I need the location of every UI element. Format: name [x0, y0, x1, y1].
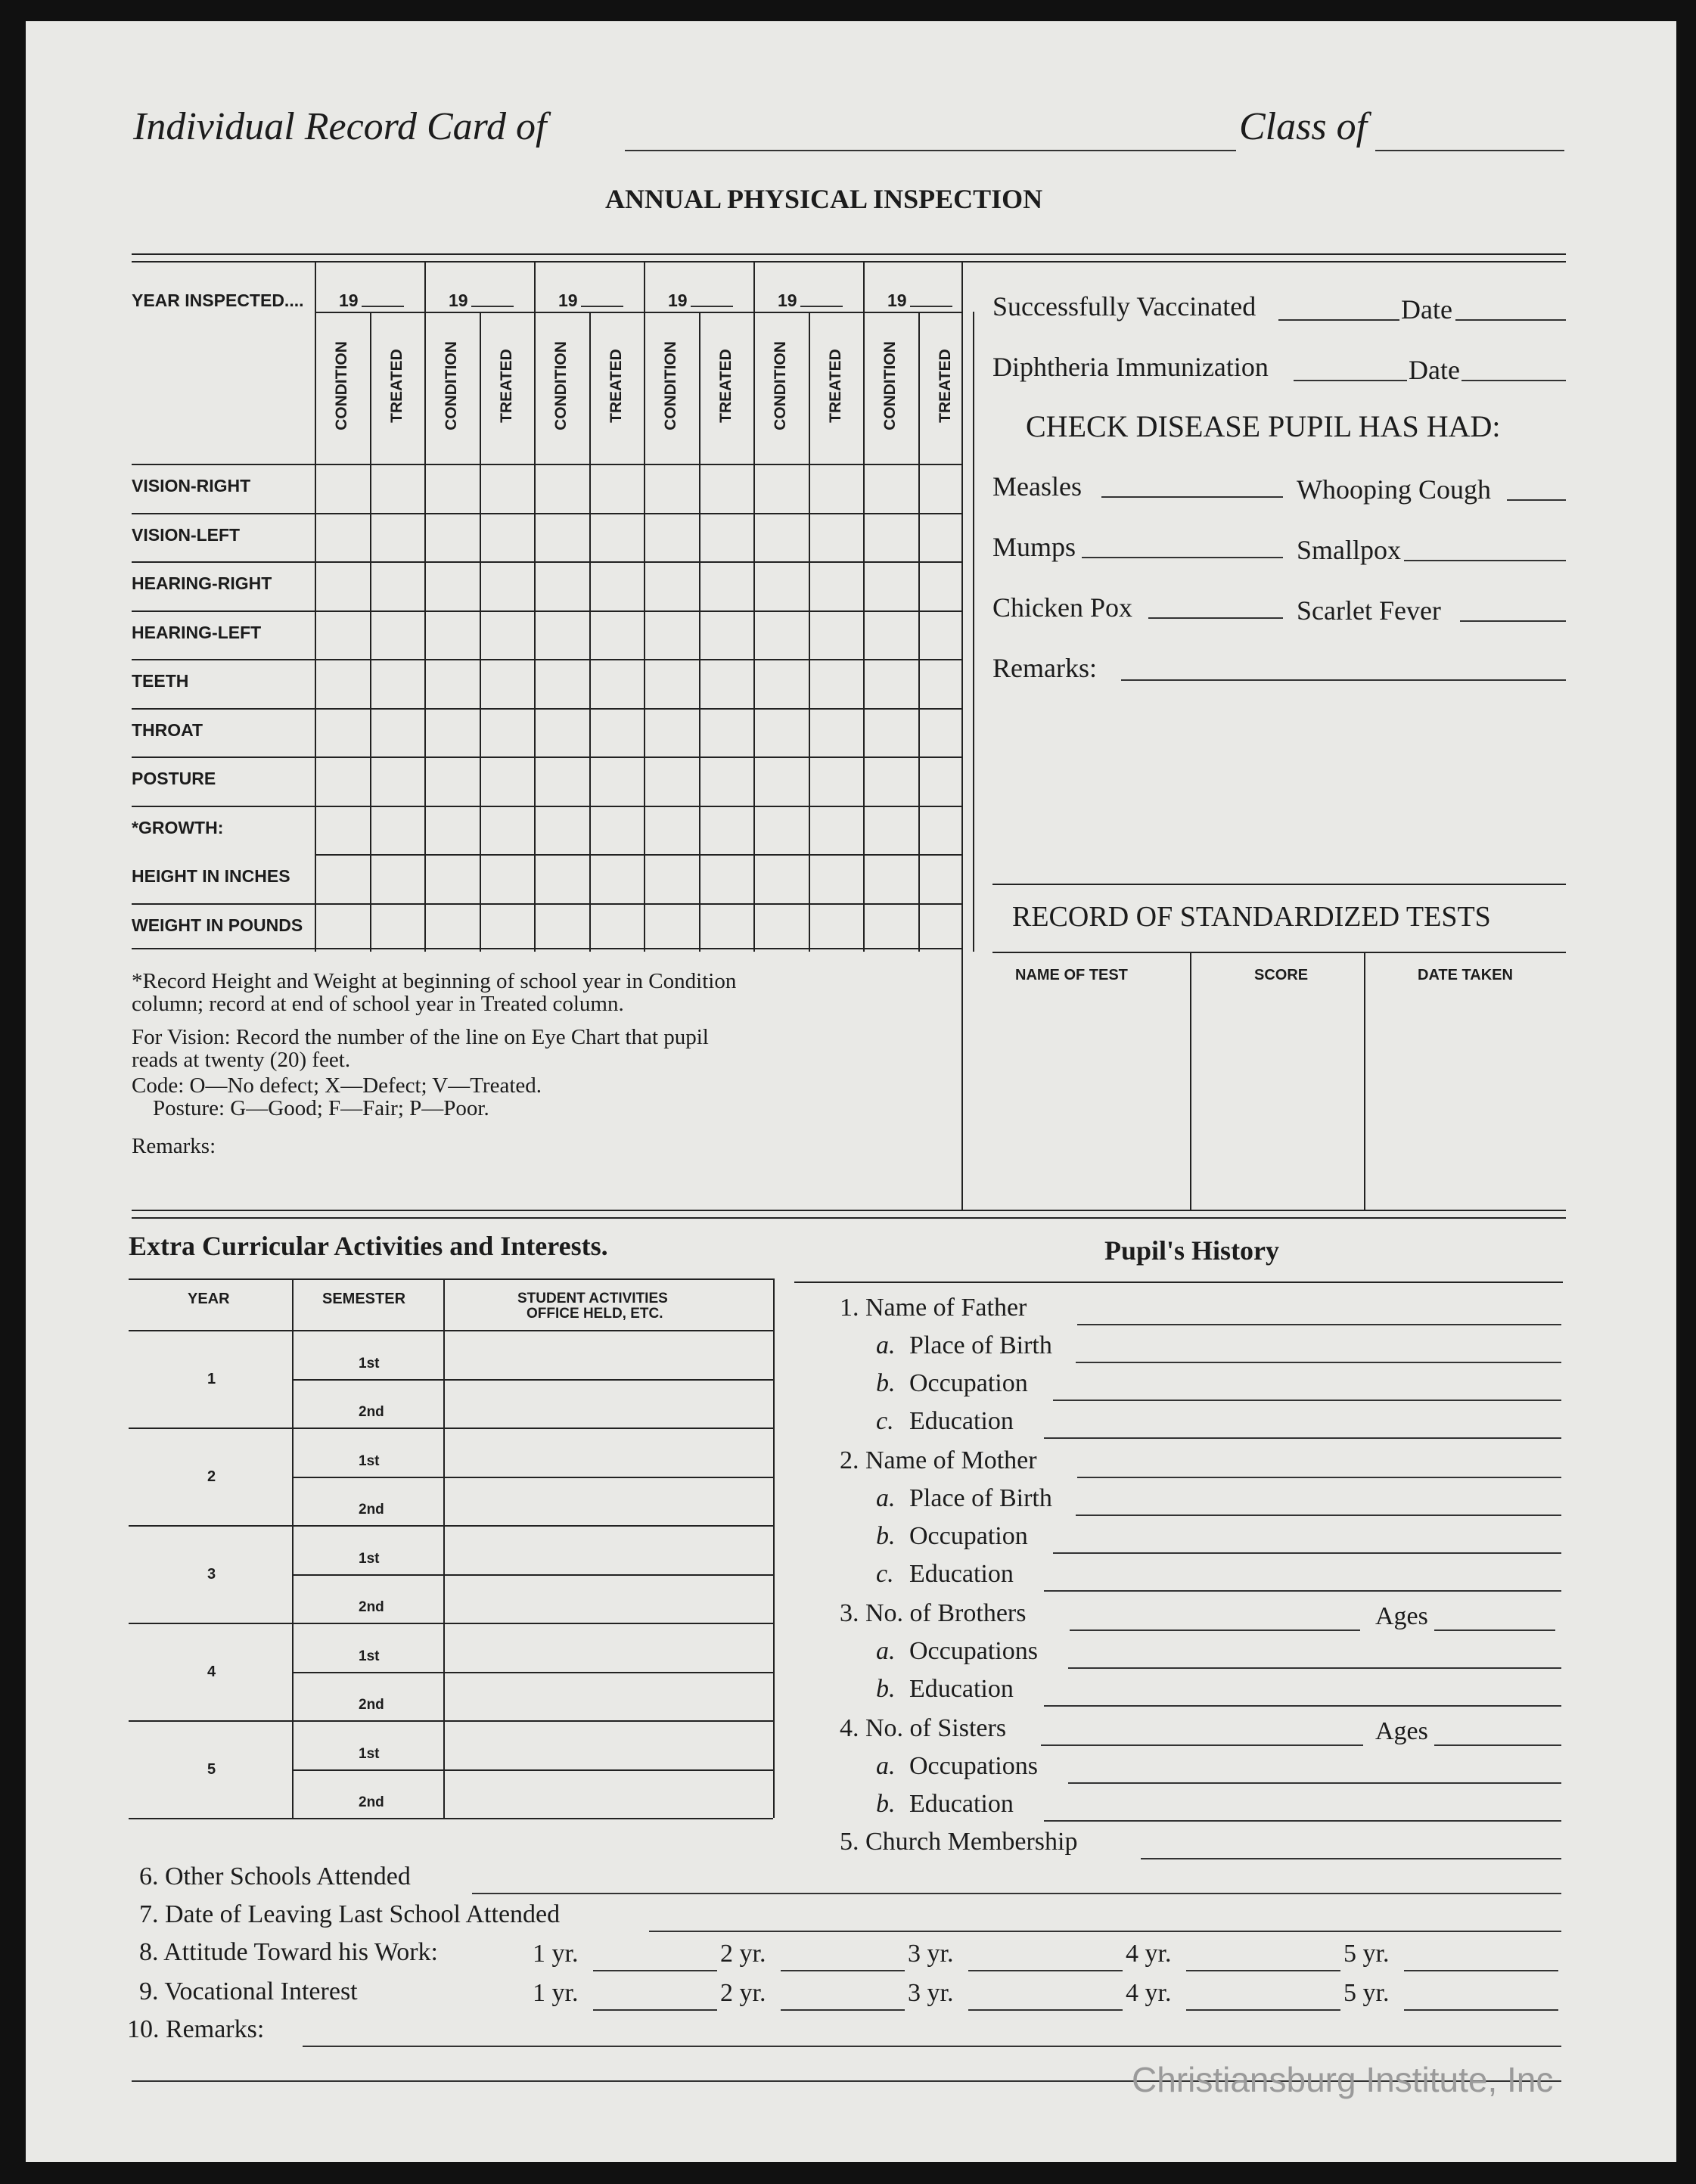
chickenpox-label: Chicken Pox	[992, 592, 1132, 623]
history-church: 5. Church Membership	[840, 1828, 1078, 1856]
notes-remarks-label: Remarks:	[132, 1134, 216, 1158]
history-mother-occupation: Occupation	[909, 1522, 1028, 1550]
history-brothers: 3. No. of Brothers	[840, 1599, 1027, 1627]
history-title: Pupil's History	[1104, 1235, 1280, 1266]
history-brothers-education-blank	[1044, 1705, 1561, 1707]
tests-col-name: NAME OF TEST	[1015, 967, 1128, 983]
history-father-blank	[1077, 1324, 1561, 1325]
vaccinated-label: Successfully Vaccinated	[992, 291, 1256, 322]
acts-sem1-2: 1st	[359, 1551, 380, 1567]
history-father-occupation-blank	[1053, 1400, 1561, 1401]
row-label-1: VISION-LEFT	[132, 524, 241, 545]
acts-year-4: 5	[207, 1761, 216, 1778]
acts-top-rule	[129, 1278, 773, 1280]
history-sisters-education: Education	[909, 1790, 1014, 1818]
history-sisters-blank	[1041, 1744, 1363, 1746]
history-sisters-occupations-blank	[1068, 1782, 1561, 1784]
scarlet-blank	[1460, 620, 1566, 622]
diphtheria-date-blank	[1461, 380, 1566, 381]
middle-rule	[132, 1210, 1566, 1211]
year-prefix-1: 19	[449, 290, 468, 310]
history-mother: 2. Name of Mother	[840, 1446, 1037, 1474]
tests-divider-1	[1190, 953, 1191, 1210]
history-mother-blank	[1077, 1477, 1561, 1478]
year-blank-1	[471, 306, 514, 307]
history-mother-education: Education	[909, 1560, 1014, 1588]
top-rule-2	[132, 261, 1566, 263]
vocational-yr1: 1 yr.	[533, 1979, 579, 2007]
attitude-yr4-blank	[1186, 1970, 1340, 1971]
grid-row-rule-5	[132, 708, 962, 710]
attitude-yr2: 2 yr.	[720, 1940, 766, 1968]
year-blank-5	[910, 306, 952, 307]
year-blank-2	[581, 306, 623, 307]
row-label-2: HEARING-RIGHT	[132, 573, 272, 593]
tests-col-score: SCORE	[1254, 967, 1309, 983]
row-label-6: POSTURE	[132, 769, 216, 788]
attitude-yr4: 4 yr.	[1126, 1940, 1172, 1968]
acts-year-0: 1	[207, 1371, 216, 1387]
row-label-4: TEETH	[132, 671, 189, 691]
acts-year-rule-0	[129, 1428, 773, 1429]
col-condition-4: CONDITION	[772, 341, 790, 430]
acts-year-rule-3	[129, 1720, 773, 1722]
history-father-education-blank	[1044, 1437, 1561, 1439]
acts-sem-rule-3	[292, 1672, 773, 1673]
middle-rule-2	[132, 1217, 1566, 1219]
tests-col-date: DATE TAKEN	[1418, 967, 1513, 983]
history-father-birth: Place of Birth	[909, 1331, 1052, 1359]
history-mother-birth-letter: a.	[876, 1484, 896, 1512]
vocational-yr3-blank	[968, 2009, 1123, 2011]
grid-pair-divider-3	[699, 312, 700, 952]
name-blank	[625, 150, 1236, 151]
vocational-yr1-blank	[593, 2009, 717, 2011]
acts-sem-rule-2	[292, 1574, 773, 1576]
smallpox-blank	[1404, 560, 1566, 561]
acts-year-3: 4	[207, 1664, 216, 1680]
history-sisters: 4. No. of Sisters	[840, 1714, 1007, 1742]
grid-row-rule-2	[132, 561, 962, 563]
history-rule	[794, 1282, 1563, 1283]
acts-sem2-0: 2nd	[359, 1404, 384, 1420]
acts-header-rule	[129, 1330, 773, 1331]
grid-row-rule-9	[132, 903, 962, 905]
history-mother-occupation-blank	[1053, 1552, 1561, 1554]
acts-sem2-4: 2nd	[359, 1794, 384, 1810]
year-blank-0	[362, 306, 404, 307]
acts-col-year: YEAR	[188, 1291, 230, 1307]
col-condition-0: CONDITION	[333, 341, 351, 430]
year-prefix-2: 19	[558, 290, 578, 310]
diphtheria-label: Diphtheria Immunization	[992, 352, 1269, 382]
history-sisters-education-blank	[1044, 1820, 1561, 1822]
grid-year-rule	[315, 312, 962, 313]
col-treated-3: TREATED	[716, 349, 735, 423]
tests-header-rule	[992, 952, 1566, 953]
attitude-yr3: 3 yr.	[908, 1940, 954, 1968]
acts-divider-2	[443, 1278, 445, 1818]
grid-header-bottom	[132, 464, 962, 465]
col-condition-2: CONDITION	[552, 341, 570, 430]
vocational-label: 9. Vocational Interest	[139, 1977, 358, 2005]
acts-sem-rule-0	[292, 1379, 773, 1381]
diphtheria-date-label: Date	[1409, 355, 1460, 385]
acts-sem-rule-4	[292, 1769, 773, 1771]
history-sisters-ages-blank	[1434, 1744, 1561, 1746]
year-prefix-0: 19	[339, 290, 359, 310]
history-brothers-ages-blank	[1434, 1629, 1555, 1631]
grid-row-rule-4	[132, 659, 962, 660]
whooping-blank	[1507, 499, 1566, 501]
mumps-blank	[1082, 557, 1283, 558]
col-treated-4: TREATED	[826, 349, 844, 423]
acts-year-rule-4	[129, 1818, 773, 1819]
notes-rule	[132, 948, 962, 949]
col-condition-5: CONDITION	[881, 341, 899, 430]
measles-label: Measles	[992, 471, 1082, 502]
whooping-label: Whooping Cough	[1297, 474, 1491, 505]
history-mother-birth-blank	[1076, 1515, 1561, 1516]
tests-divider-2	[1364, 953, 1365, 1210]
history-sisters-ages: Ages	[1375, 1717, 1428, 1745]
history-mother-education-letter: c.	[876, 1560, 894, 1588]
grid-row-rule-6	[132, 756, 962, 758]
grid-group-divider-1	[424, 261, 426, 952]
note-line-1: *Record Height and Weight at beginning of school year in Condition	[132, 969, 737, 993]
note-line-4: reads at twenty (20) feet.	[132, 1048, 351, 1072]
attitude-yr5-blank	[1404, 1970, 1558, 1971]
note-line-5: Code: O—No defect; X—Defect; V—Treated.	[132, 1073, 542, 1098]
right-remarks-label: Remarks:	[992, 653, 1097, 683]
row-label-5: THROAT	[132, 719, 203, 740]
acts-year-1: 2	[207, 1468, 216, 1485]
history-father-birth-letter: a.	[876, 1331, 896, 1359]
date-leaving-label: 7. Date of Leaving Last School Attended	[139, 1900, 561, 1928]
center-divider	[961, 261, 963, 1211]
tests-title: RECORD OF STANDARDIZED TESTS	[1012, 901, 1491, 933]
attitude-label: 8. Attitude Toward his Work:	[139, 1938, 439, 1966]
acts-right-edge	[773, 1278, 775, 1818]
acts-sem1-3: 1st	[359, 1648, 380, 1664]
vaccinated-date-blank	[1455, 319, 1566, 321]
note-line-2: column; record at end of school year in Treated column.	[132, 992, 624, 1016]
card-title: Individual Record Card of	[133, 105, 547, 148]
vocational-yr5: 5 yr.	[1343, 1979, 1390, 2007]
history-sisters-occupations-letter: a.	[876, 1752, 896, 1780]
acts-sem1-1: 1st	[359, 1453, 380, 1469]
row-label-9: WEIGHT IN POUNDS	[132, 915, 303, 935]
attitude-yr5: 5 yr.	[1343, 1940, 1390, 1968]
vocational-yr5-blank	[1404, 2009, 1558, 2011]
grid-pair-divider-5	[918, 312, 920, 952]
attitude-yr1-blank	[593, 1970, 717, 1971]
history-brothers-education-letter: b.	[876, 1675, 896, 1703]
acts-divider-1	[292, 1278, 294, 1818]
history-father-occupation: Occupation	[909, 1369, 1028, 1397]
history-brothers-occupations-letter: a.	[876, 1637, 896, 1665]
chickenpox-blank	[1148, 617, 1283, 619]
acts-sem1-4: 1st	[359, 1746, 380, 1762]
vaccinated-date-label: Date	[1401, 294, 1452, 325]
diphtheria-blank	[1294, 380, 1407, 381]
col-treated-1: TREATED	[497, 349, 515, 423]
attitude-yr1: 1 yr.	[533, 1940, 579, 1968]
grid-row-rule-1	[132, 513, 962, 514]
class-label: Class of	[1239, 105, 1368, 148]
col-treated-5: TREATED	[936, 349, 954, 423]
history-father: 1. Name of Father	[840, 1294, 1027, 1322]
grid-left-edge	[315, 261, 316, 952]
form-subtitle: ANNUAL PHYSICAL INSPECTION	[605, 184, 1043, 214]
bottom-remarks-label: 10. Remarks:	[127, 2015, 265, 2043]
col-condition-3: CONDITION	[662, 341, 680, 430]
grid-pair-divider-0	[370, 312, 371, 952]
vocational-yr4: 4 yr.	[1126, 1979, 1172, 2007]
acts-year-rule-1	[129, 1525, 773, 1527]
acts-col-activities-1: STUDENT ACTIVITIES	[517, 1291, 668, 1306]
note-line-6: Posture: G—Good; F—Fair; P—Poor.	[153, 1096, 489, 1120]
scarlet-label: Scarlet Fever	[1297, 595, 1441, 626]
vocational-yr3: 3 yr.	[908, 1979, 954, 2007]
year-prefix-3: 19	[668, 290, 688, 310]
col-treated-0: TREATED	[387, 349, 405, 423]
year-prefix-5: 19	[887, 290, 907, 310]
history-father-birth-blank	[1076, 1362, 1561, 1363]
history-brothers-occupations: Occupations	[909, 1637, 1038, 1665]
grid-pair-divider-2	[589, 312, 591, 952]
date-leaving-blank	[649, 1931, 1561, 1932]
grid-pair-divider-4	[809, 312, 810, 952]
vaccinated-blank	[1278, 319, 1399, 321]
bottom-remarks-blank	[303, 2046, 1561, 2047]
acts-col-semester: SEMESTER	[322, 1291, 406, 1307]
history-mother-birth: Place of Birth	[909, 1484, 1052, 1512]
right-remarks-blank	[1121, 679, 1566, 681]
vocational-yr4-blank	[1186, 2009, 1340, 2011]
col-treated-2: TREATED	[607, 349, 625, 423]
row-label-3: HEARING-LEFT	[132, 622, 262, 642]
class-blank	[1375, 150, 1564, 151]
check-disease-heading: CHECK DISEASE PUPIL HAS HAD:	[1026, 409, 1501, 443]
history-sisters-occupations: Occupations	[909, 1752, 1038, 1780]
watermark: Christiansburg Institute, Inc	[1132, 2060, 1554, 2099]
grid-pair-divider-1	[480, 312, 481, 952]
history-church-blank	[1141, 1858, 1561, 1859]
grid-group-divider-5	[863, 261, 865, 952]
note-line-3: For Vision: Record the number of the line on Eye Chart that pupil	[132, 1025, 709, 1049]
history-brothers-education: Education	[909, 1675, 1014, 1703]
top-rule	[132, 253, 1566, 255]
grid-group-divider-4	[753, 261, 755, 952]
grid-group-divider-3	[644, 261, 645, 952]
year-prefix-4: 19	[778, 290, 797, 310]
history-father-education-letter: c.	[876, 1407, 894, 1435]
acts-sem-rule-1	[292, 1477, 773, 1478]
history-sisters-education-letter: b.	[876, 1790, 896, 1818]
acts-sem2-3: 2nd	[359, 1697, 384, 1713]
history-mother-occupation-letter: b.	[876, 1522, 896, 1550]
attitude-yr3-blank	[968, 1970, 1123, 1971]
acts-year-rule-2	[129, 1623, 773, 1624]
history-father-education: Education	[909, 1407, 1014, 1435]
acts-sem1-0: 1st	[359, 1356, 380, 1372]
smallpox-label: Smallpox	[1297, 535, 1402, 565]
history-mother-education-blank	[1044, 1590, 1561, 1592]
acts-col-activities-2: OFFICE HELD, ETC.	[527, 1306, 663, 1322]
row-label-8: HEIGHT IN INCHES	[132, 866, 290, 886]
vocational-yr2: 2 yr.	[720, 1979, 766, 2007]
row-label-7: *GROWTH:	[132, 817, 224, 837]
vocational-yr2-blank	[781, 2009, 905, 2011]
grid-group-divider-2	[534, 261, 536, 952]
grid-row-rule-8	[315, 854, 962, 856]
measles-blank	[1101, 496, 1283, 498]
year-blank-4	[800, 306, 843, 307]
acts-sem2-2: 2nd	[359, 1599, 384, 1615]
attitude-yr2-blank	[781, 1970, 905, 1971]
history-brothers-ages: Ages	[1375, 1602, 1428, 1630]
acts-sem2-1: 2nd	[359, 1502, 384, 1518]
grid-row-rule-7	[132, 806, 962, 807]
other-schools-label: 6. Other Schools Attended	[139, 1862, 411, 1890]
year-inspected-label: YEAR INSPECTED....	[132, 290, 304, 310]
year-blank-3	[691, 306, 733, 307]
mumps-label: Mumps	[992, 532, 1076, 562]
col-condition-1: CONDITION	[443, 341, 461, 430]
activities-title: Extra Curricular Activities and Interests.	[129, 1231, 608, 1261]
grid-row-rule-3	[132, 610, 962, 612]
grid-right-edge	[973, 312, 974, 952]
history-brothers-blank	[1070, 1629, 1360, 1631]
history-brothers-occupations-blank	[1068, 1667, 1561, 1669]
acts-year-2: 3	[207, 1566, 216, 1583]
row-label-0: VISION-RIGHT	[132, 476, 251, 496]
tests-top-rule	[992, 884, 1566, 885]
history-father-occupation-letter: b.	[876, 1369, 896, 1397]
other-schools-blank	[472, 1893, 1561, 1894]
